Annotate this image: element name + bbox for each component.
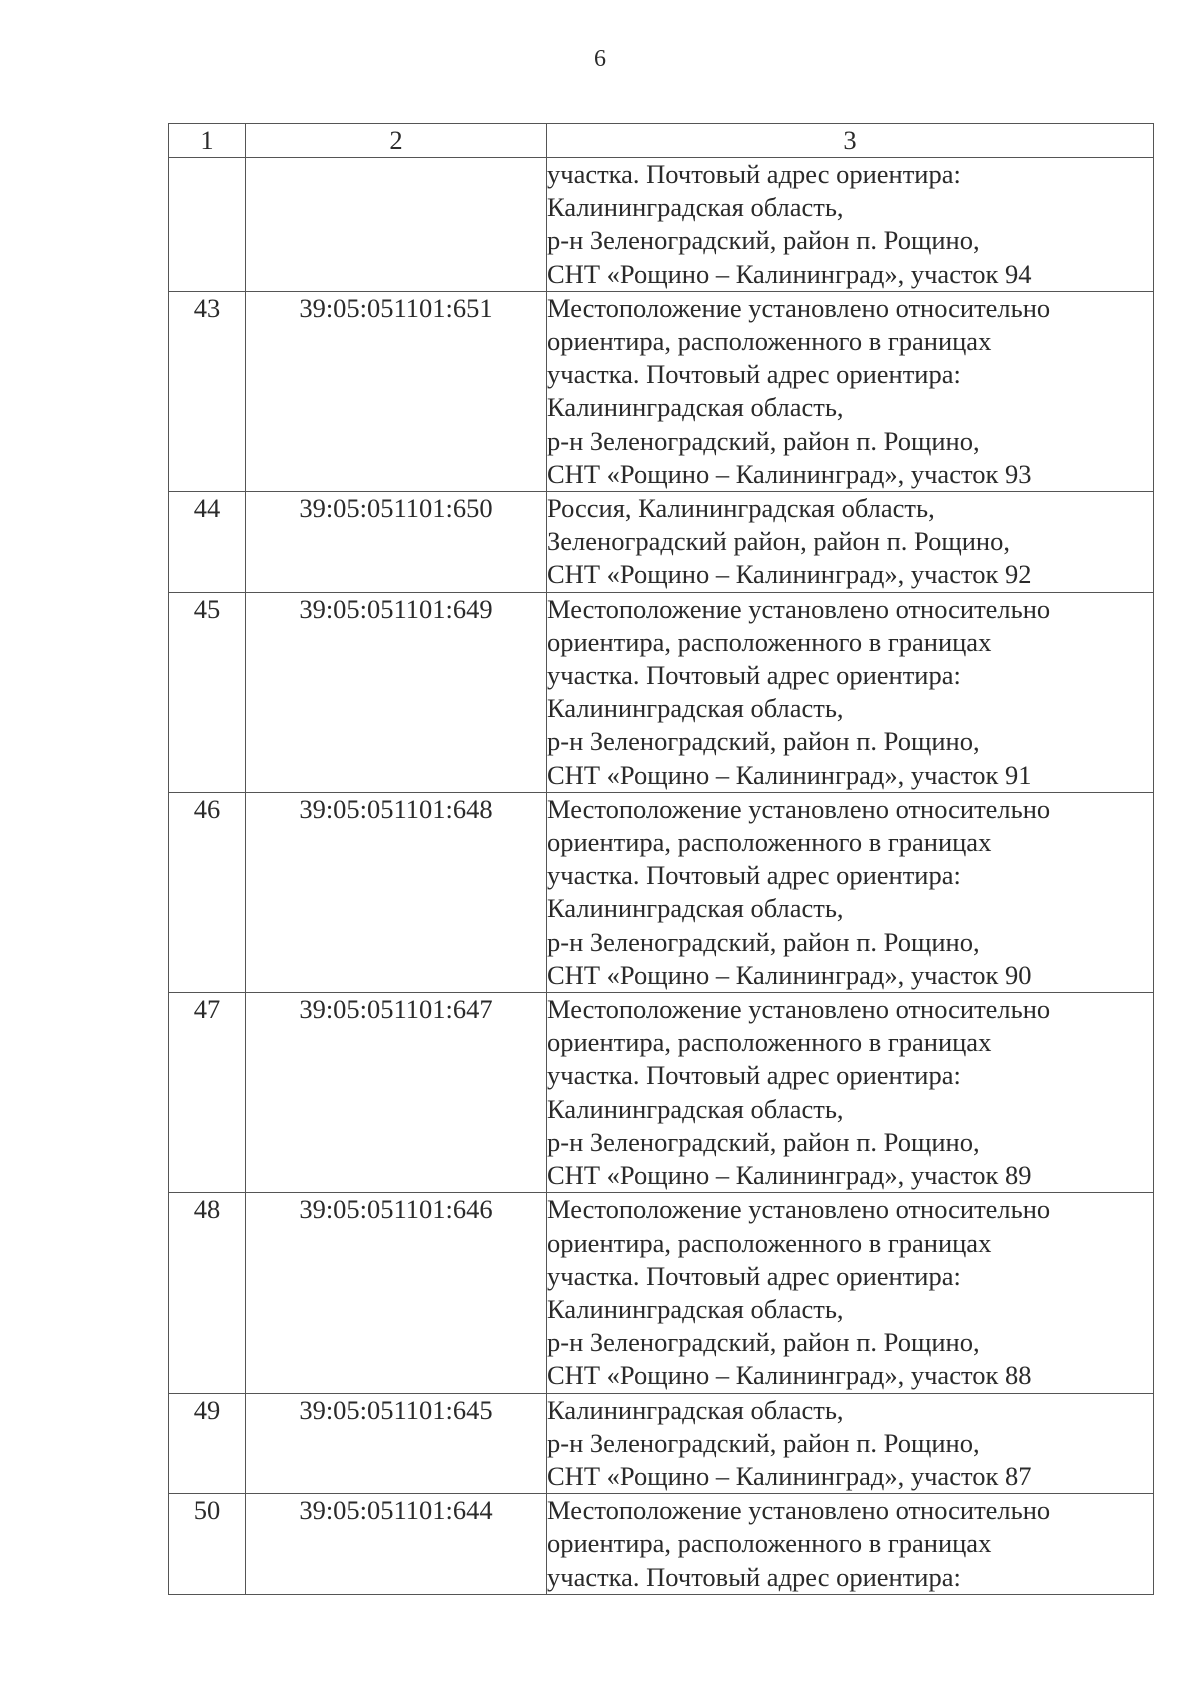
cadastral-number-cell: 39:05:051101:644 [246, 1494, 547, 1595]
table-header-row [169, 124, 1154, 158]
column-header-number: 1 [169, 124, 246, 158]
row-number-cell: 48 [169, 1193, 246, 1393]
table-row [169, 291, 1154, 491]
location-line: Местоположение установлено относительно [547, 292, 1051, 323]
location-line: Калининградская область, [547, 1093, 844, 1124]
location-line: участка. Почтовый адрес ориентира: [547, 159, 961, 189]
location-line: СНТ «Рощино – Калининград», участок 90 [547, 959, 1032, 990]
location-line: ориентира, расположенного в границах [547, 1027, 992, 1058]
location-line: участка. Почтовый адрес ориентира: [547, 359, 961, 390]
location-line: СНТ «Рощино – Калининград», участок 94 [547, 258, 1032, 289]
location-line: р-н Зеленоградский, район п. Рощино, [547, 225, 980, 256]
cadastral-number-cell: 39:05:051101:646 [246, 1193, 547, 1393]
cadastral-number-cell [246, 158, 547, 292]
location-description-cell [547, 1193, 1154, 1393]
table-row [169, 1193, 1154, 1393]
column-header-location: 3 [547, 124, 1154, 158]
location-line: р-н Зеленоградский, район п. Рощино, [547, 926, 980, 957]
location-line: р-н Зеленоградский, район п. Рощино, [547, 425, 980, 456]
location-line: Местоположение установлено относительно [547, 1194, 1051, 1225]
location-line: Зеленоградский район, район п. Рощино, [547, 526, 1010, 557]
location-line: р-н Зеленоградский, район п. Рощино, [547, 1327, 980, 1358]
table-body [169, 158, 1154, 1595]
row-number-cell: 47 [169, 993, 246, 1193]
row-number-cell: 44 [169, 492, 246, 593]
cadastral-number-cell: 39:05:051101:651 [246, 291, 547, 491]
cadastral-number-cell: 39:05:051101:650 [246, 492, 547, 593]
location-line: р-н Зеленоградский, район п. Рощино, [547, 1126, 980, 1157]
location-line: участка. Почтовый адрес ориентира: [547, 660, 961, 691]
location-description-cell [547, 792, 1154, 992]
location-line: Калининградская область, [547, 693, 844, 724]
location-line: Калининградская область, [547, 1394, 844, 1425]
location-line: Местоположение установлено относительно [547, 593, 1051, 624]
location-line: участка. Почтовый адрес ориентира: [547, 1260, 961, 1291]
location-line: участка. Почтовый адрес ориентира: [547, 860, 961, 891]
row-number-cell: 50 [169, 1494, 246, 1595]
land-plot-table [168, 123, 1154, 1595]
table-row [169, 592, 1154, 792]
table-row [169, 1393, 1154, 1494]
location-line: р-н Зеленоградский, район п. Рощино, [547, 1427, 980, 1458]
page-number: 6 [594, 46, 606, 72]
location-description-cell [547, 492, 1154, 593]
location-line: ориентира, расположенного в границах [547, 827, 992, 858]
location-line: СНТ «Рощино – Калининград», участок 92 [547, 559, 1032, 590]
table-row [169, 792, 1154, 992]
location-line: Местоположение установлено относительно [547, 994, 1051, 1025]
location-line: ориентира, расположенного в границах [547, 1528, 992, 1559]
table-row [169, 1494, 1154, 1595]
location-line: СНТ «Рощино – Калининград», участок 91 [547, 759, 1032, 790]
cadastral-number-cell: 39:05:051101:647 [246, 993, 547, 1193]
row-number-cell: 46 [169, 792, 246, 992]
location-line: участка. Почтовый адрес ориентира: [547, 1561, 961, 1592]
cadastral-number-cell: 39:05:051101:645 [246, 1393, 547, 1494]
location-line: ориентира, расположенного в границах [547, 1227, 992, 1258]
column-header-cadastral: 2 [246, 124, 547, 158]
table-row [169, 158, 1154, 292]
location-line: ориентира, расположенного в границах [547, 326, 992, 357]
location-line: СНТ «Рощино – Калининград», участок 88 [547, 1360, 1032, 1391]
location-description-cell [547, 993, 1154, 1193]
location-line: Калининградская область, [547, 893, 844, 924]
location-line: Местоположение установлено относительно [547, 1495, 1051, 1526]
location-line: Калининградская область, [547, 192, 844, 223]
location-description-cell [547, 1393, 1154, 1494]
location-line: Россия, Калининградская область, [547, 493, 935, 524]
location-line: участка. Почтовый адрес ориентира: [547, 1060, 961, 1091]
cadastral-number-cell: 39:05:051101:648 [246, 792, 547, 992]
location-description-cell [547, 592, 1154, 792]
location-line: СНТ «Рощино – Калининград», участок 89 [547, 1160, 1032, 1191]
location-description-cell [547, 158, 1154, 292]
location-line: р-н Зеленоградский, район п. Рощино, [547, 726, 980, 757]
cadastral-number-cell: 39:05:051101:649 [246, 592, 547, 792]
location-line: Калининградская область, [547, 1293, 844, 1324]
location-line: Местоположение установлено относительно [547, 793, 1051, 824]
location-description-cell [547, 291, 1154, 491]
row-number-cell [169, 158, 246, 292]
location-line: СНТ «Рощино – Калининград», участок 93 [547, 458, 1032, 489]
location-line: Калининградская область, [547, 392, 844, 423]
location-line: СНТ «Рощино – Калининград», участок 87 [547, 1460, 1032, 1491]
location-description-cell [547, 1494, 1154, 1595]
location-line: ориентира, расположенного в границах [547, 626, 992, 657]
table-row [169, 993, 1154, 1193]
table-row [169, 492, 1154, 593]
row-number-cell: 49 [169, 1393, 246, 1494]
row-number-cell: 43 [169, 291, 246, 491]
row-number-cell: 45 [169, 592, 246, 792]
